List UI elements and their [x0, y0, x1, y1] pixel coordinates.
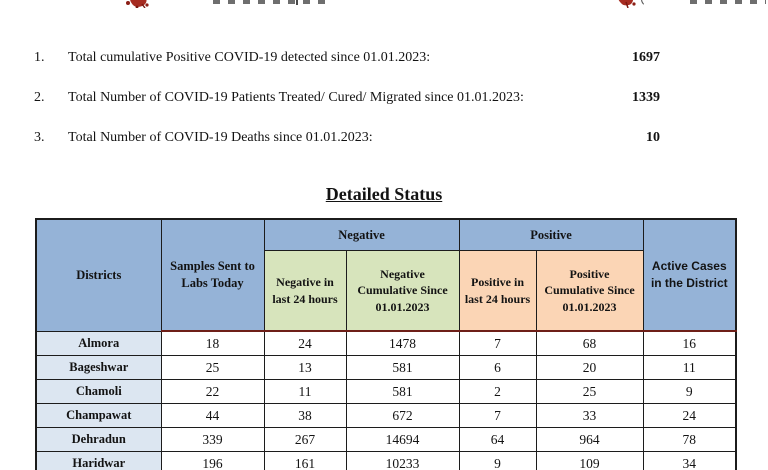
data-cell: 38: [264, 404, 346, 428]
data-cell: 339: [161, 428, 264, 452]
data-cell: 581: [346, 356, 459, 380]
item-number: 1.: [34, 50, 45, 65]
col-header-negative-24h: Negative in last 24 hours: [264, 251, 346, 332]
page-title: Detailed Status: [325, 184, 443, 204]
data-cell: 64: [459, 428, 536, 452]
header-group-row: [36, 219, 736, 251]
item-value: 1339: [632, 90, 660, 105]
summary-list: [0, 46, 768, 166]
col-group-positive: Positive: [459, 219, 643, 251]
data-cell: 11: [643, 356, 736, 380]
data-cell: 10233: [346, 452, 459, 470]
col-header-positive-24h: Positive in last 24 hours: [459, 251, 536, 332]
data-cell: 6: [459, 356, 536, 380]
data-cell: 22: [161, 380, 264, 404]
col-header-positive-cumulative: Positive Cumulative Since 01.01.2023: [536, 251, 643, 332]
data-cell: 1478: [346, 331, 459, 356]
table-row: [36, 404, 736, 428]
data-cell: 581: [346, 380, 459, 404]
detailed-status-table: [35, 218, 737, 470]
summary-item-1: [0, 46, 768, 86]
data-cell: 161: [264, 452, 346, 470]
cutoff-text-descender: [296, 0, 298, 5]
detailed-status-table-wrap: [35, 218, 735, 470]
data-cell: 25: [536, 380, 643, 404]
data-cell: 267: [264, 428, 346, 452]
item-number: 3.: [34, 130, 45, 145]
item-label: Total Number of COVID-19 Deaths since 01.01.2023:: [68, 130, 373, 145]
data-cell: 13: [264, 356, 346, 380]
item-label: Total cumulative Positive COVID-19 detected since 01.01.2023:: [68, 50, 431, 65]
data-cell: 68: [536, 331, 643, 356]
item-value: 10: [646, 130, 660, 145]
data-cell: 78: [643, 428, 736, 452]
data-cell: 24: [643, 404, 736, 428]
col-header-districts: Districts: [36, 219, 161, 331]
item-label: Total Number of COVID-19 Patients Treated/ Cured/ Migrated since 01.01.2023:: [68, 90, 524, 105]
data-cell: 14694: [346, 428, 459, 452]
data-cell: 44: [161, 404, 264, 428]
table-row: [36, 356, 736, 380]
data-cell: 672: [346, 404, 459, 428]
data-cell: 16: [643, 331, 736, 356]
district-name: Dehradun: [36, 428, 161, 452]
district-name: Almora: [36, 331, 161, 356]
virus-icon: [122, 0, 156, 8]
data-cell: 964: [536, 428, 643, 452]
cutoff-text-left: [213, 0, 333, 4]
data-cell: 196: [161, 452, 264, 470]
table-row: [36, 452, 736, 470]
data-cell: 2: [459, 380, 536, 404]
district-name: Chamoli: [36, 380, 161, 404]
col-header-samples: Samples Sent to Labs Today: [161, 219, 264, 331]
data-cell: 25: [161, 356, 264, 380]
data-cell: 33: [536, 404, 643, 428]
district-name: Haridwar: [36, 452, 161, 470]
col-group-negative: Negative: [264, 219, 459, 251]
data-cell: 7: [459, 404, 536, 428]
col-header-negative-cumulative: Negative Cumulative Since 01.01.2023: [346, 251, 459, 332]
data-cell: 9: [643, 380, 736, 404]
top-banner-cutoff: [0, 0, 768, 10]
summary-item-3: [0, 126, 768, 166]
table-row: [36, 331, 736, 356]
table-row: [36, 380, 736, 404]
item-value: 1697: [632, 50, 660, 65]
district-name: Champawat: [36, 404, 161, 428]
data-cell: 24: [264, 331, 346, 356]
district-name: Bageshwar: [36, 356, 161, 380]
data-cell: 18: [161, 331, 264, 356]
item-number: 2.: [34, 90, 45, 105]
summary-item-2: [0, 86, 768, 126]
data-cell: 109: [536, 452, 643, 470]
col-header-active-cases: Active Cases in the District: [643, 219, 736, 331]
data-cell: 20: [536, 356, 643, 380]
table-row: [36, 428, 736, 452]
data-cell: 11: [264, 380, 346, 404]
cutoff-text-right: [690, 0, 766, 4]
data-cell: 9: [459, 452, 536, 470]
data-cell: 7: [459, 331, 536, 356]
data-cell: 34: [643, 452, 736, 470]
